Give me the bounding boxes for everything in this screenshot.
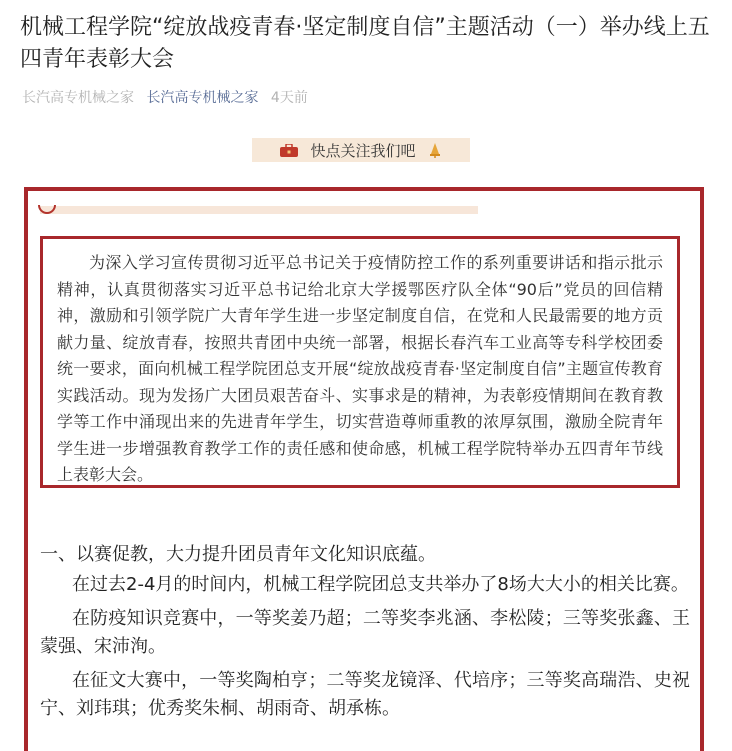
article-source: 长汽高专机械之家 [22, 90, 134, 106]
intro-box [40, 236, 680, 488]
bell-icon [428, 142, 442, 158]
intro-paragraph: 为深入学习宣传贯彻习近平总书记关于疫情防控工作的系列重要讲话和指示批示精神，认真贯彻落实习近平总书记给北京大学援鄂医疗队全体“90后”党员的回信精神，激励和引领学院广大青年学生进一步坚定制度自信，在党和人民最需要的地方贡献力量、绽放青春，按照共青团中央统一部署，根据长春汽车工业高等专科学校团委统一要求，面向机械工程学院团总支开展“绽放战疫青春·坚定制度自信”主题宣传教育实践活动。现为发扬广大团员艰苦奋斗、实事求是的精神，为表彰疫情期间在教育教学等工作中涌现出来的先进青年学生，切实营造尊师重教的浓厚氛围，激励全院青年学生进一步增强教育教学工作的责任感和使命感，机械工程学院特举办五四青年节线上表彰大会。 [57, 253, 663, 484]
article-meta [22, 87, 316, 107]
follow-banner[interactable] [252, 138, 470, 162]
section-heading: 一、以赛促教，大力提升团员青年文化知识底蕴。 [40, 544, 436, 565]
body-paragraph: 在过去2-4月的时间内，机械工程学院团总支共举办了8场大大小的相关比赛。 [72, 574, 689, 595]
briefcase-icon [280, 144, 298, 157]
body-paragraph: 在征文大赛中，一等奖陶柏亨；二等奖龙镜泽、代培序；三等奖高瑞浩、史祝宁、刘玮琪；优秀奖朱桐、胡雨奇、胡承栋。 [40, 670, 690, 719]
account-link[interactable]: 长汽高专机械之家 [146, 90, 259, 106]
body-paragraph: 在防疫知识竞赛中，一等奖姜乃超；二等奖李兆涵、李松陵；三等奖张鑫、王蒙强、宋沛洵。 [40, 608, 690, 657]
publish-time: 4天前 [270, 90, 308, 106]
article-body [40, 541, 690, 729]
follow-banner-text: 快点关注我们吧 [310, 141, 416, 160]
decorative-bar [40, 206, 478, 214]
article-title: 机械工程学院“绽放战疫青春·坚定制度自信”主题活动（一）举办线上五四青年表彰大会 [20, 15, 710, 72]
